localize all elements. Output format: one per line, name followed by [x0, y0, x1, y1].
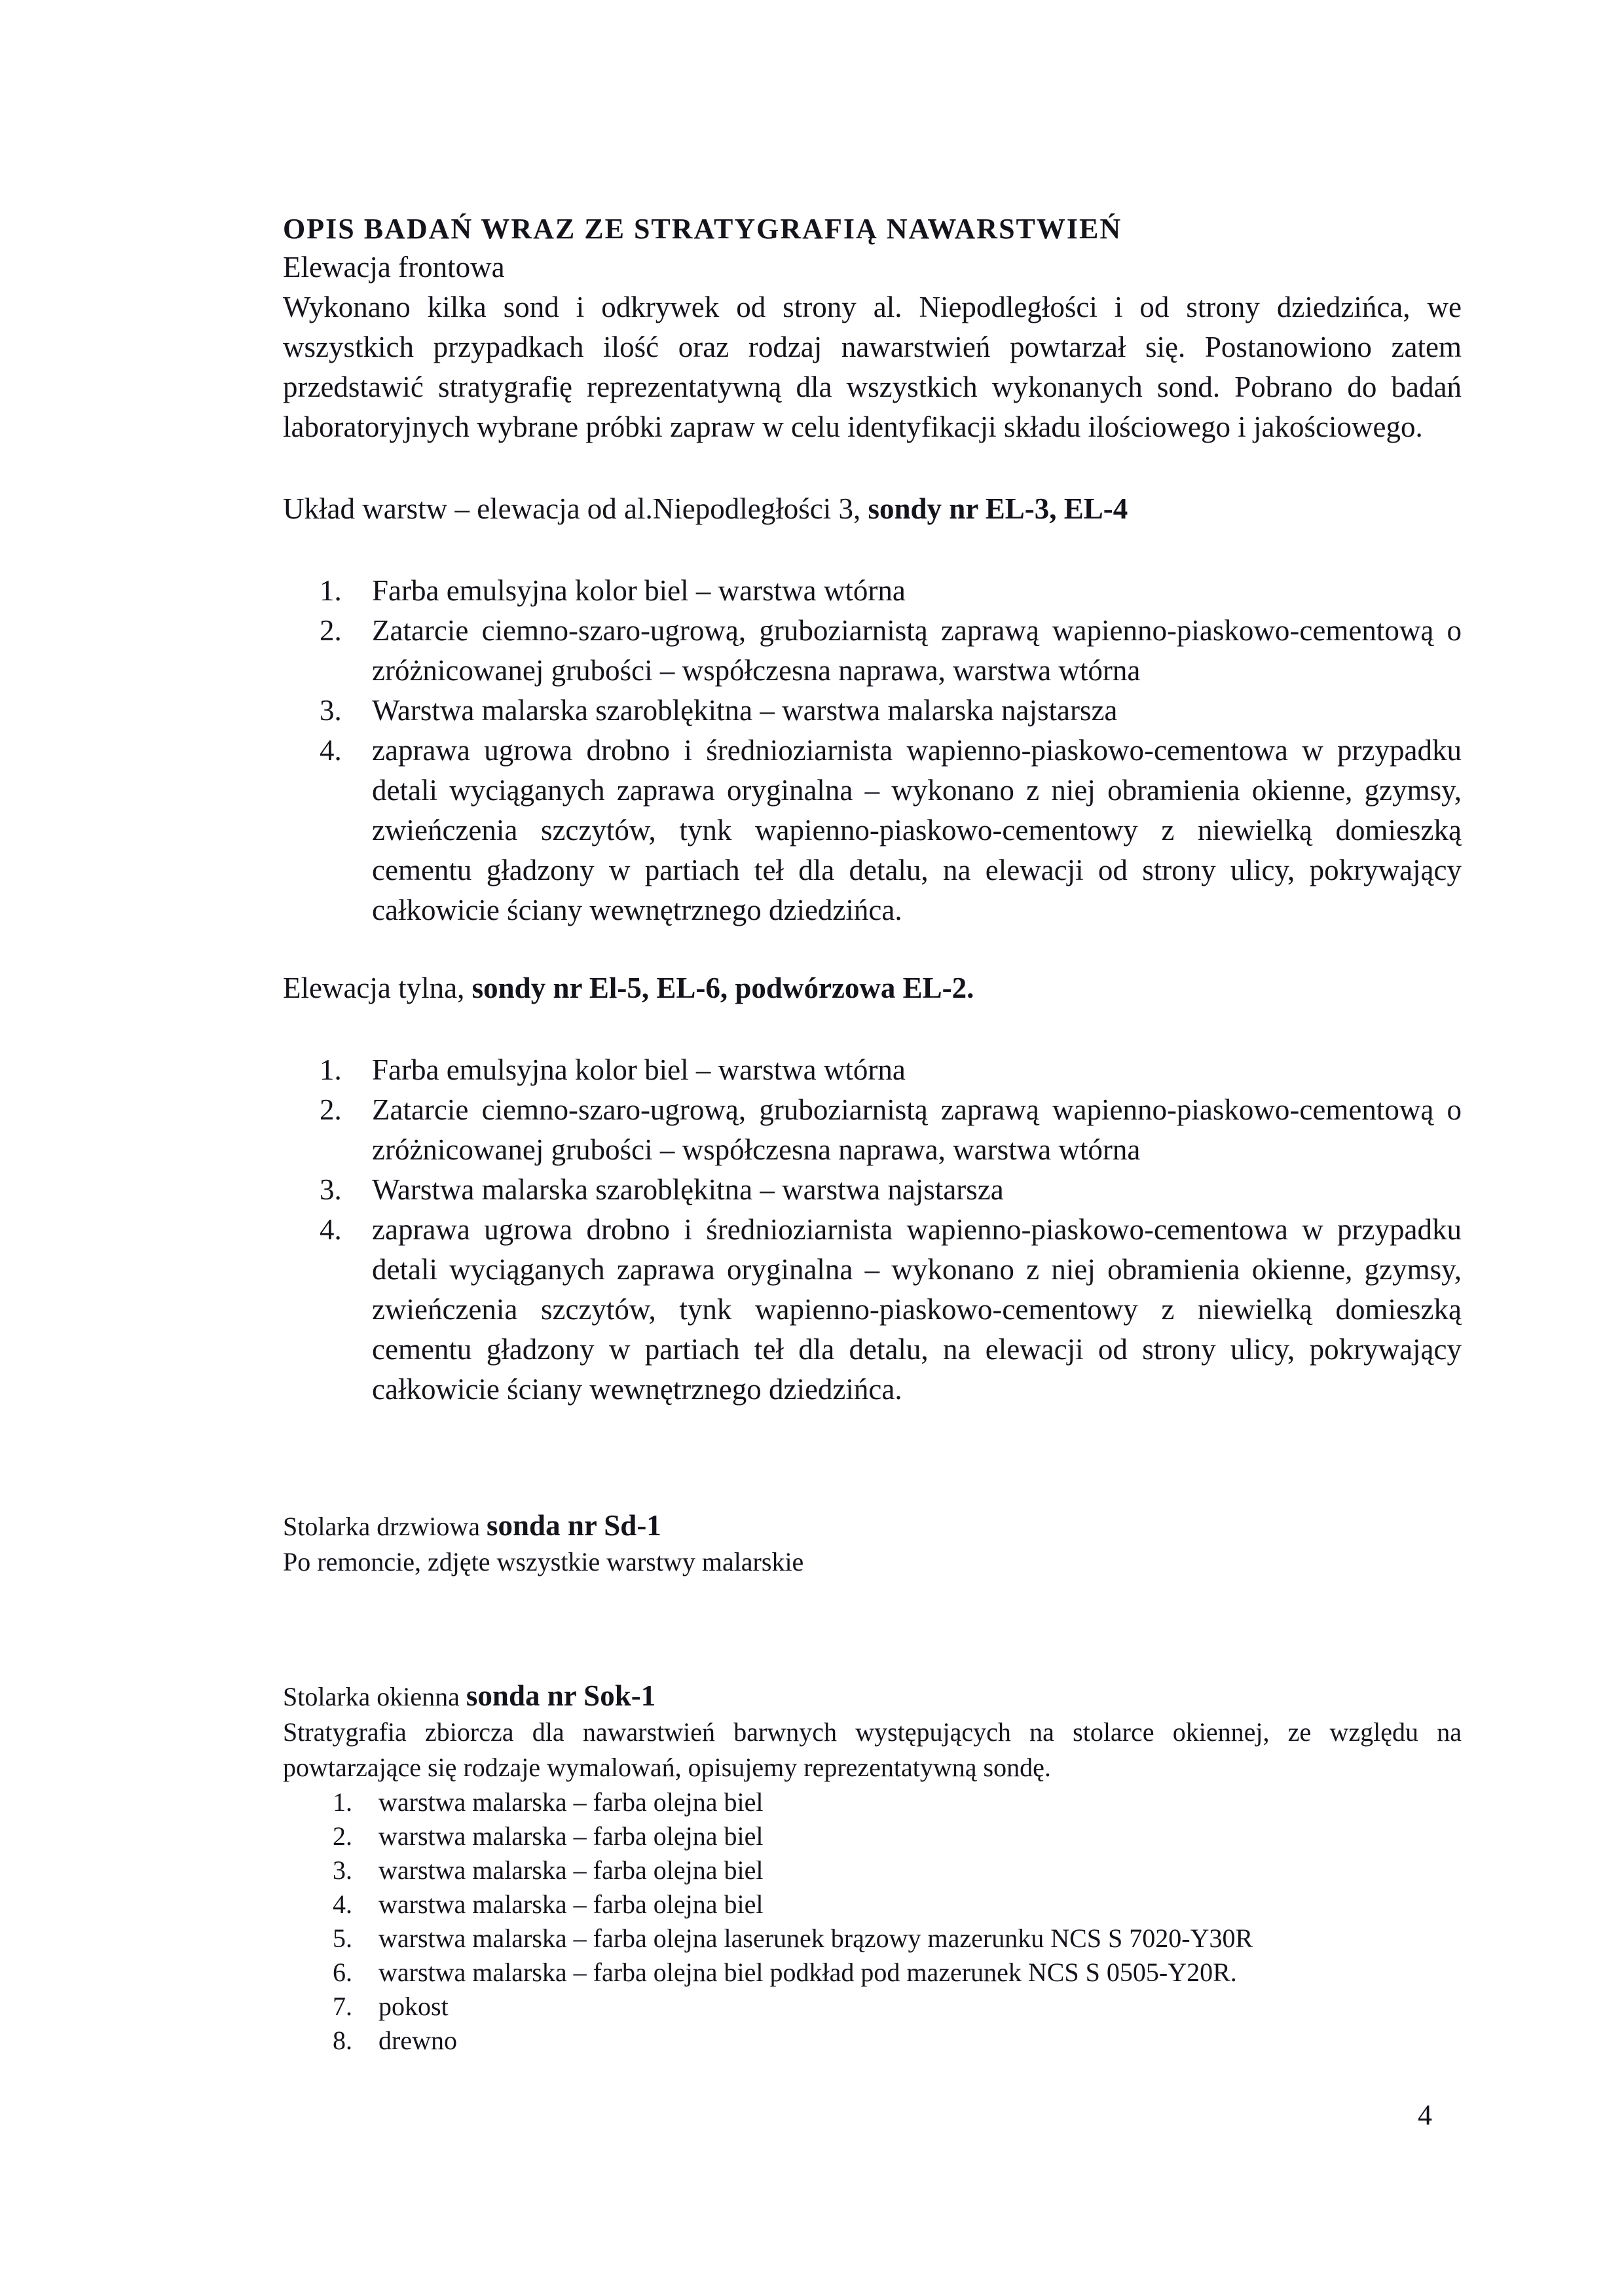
door-joinery-heading	[283, 1508, 1462, 1544]
list-item	[283, 731, 1462, 930]
list-item-text: Farba emulsyjna kolor biel – warstwa wtórna	[372, 1053, 906, 1086]
list-item-text: warstwa malarska – farba olejna biel	[378, 1855, 764, 1885]
spacer	[283, 447, 1462, 489]
rear-layers-list	[283, 1050, 1462, 1410]
door-joinery-heading-text: Stolarka drzwiowa	[283, 1512, 487, 1541]
spacer	[283, 529, 1462, 571]
list-item-number: 6.	[333, 1958, 352, 1987]
document-title: OPIS BADAŃ WRAZ ZE STRATYGRAFIĄ NAWARSTWIEŃ	[283, 213, 1122, 245]
list-item-number: 5.	[333, 1923, 352, 1953]
list-item	[283, 1922, 1462, 1956]
list-item-number: 3.	[333, 1855, 352, 1885]
list-item-text: Warstwa malarska szaroblękitna – warstwa malarska najstarsza	[372, 694, 1118, 727]
document-page	[283, 211, 1462, 2058]
list-item	[283, 1887, 1462, 1922]
list-item-text: warstwa malarska – farba olejna biel	[378, 1889, 764, 1919]
window-joinery-list	[283, 1785, 1462, 2058]
list-item-text: zaprawa ugrowa drobno i średnioziarnista wapienno-piaskowo-cementowa w przypadku detali wyciąganych zaprawa oryginalna – wykonano z niej obramienia okienne, gzymsy, zwieńczenia szczytów, tynk wapienno-piaskowo-cementowy z niewielką domieszką cementu gładzony w partiach teł dla detalu, na elewacji od strony ulicy, pokrywający całkowicie ściany wewnętrznego dziedzińca.	[372, 1213, 1462, 1406]
list-item-text: warstwa malarska – farba olejna biel podkład pod mazerunek NCS S 0505-Y20R.	[378, 1958, 1237, 1987]
list-item-text: pokost	[378, 1992, 449, 2021]
list-item-number: 8.	[333, 2026, 352, 2055]
list-item	[283, 691, 1462, 731]
list-item-text: warstwa malarska – farba olejna biel	[378, 1787, 764, 1817]
list-item-number: 2.	[320, 1093, 342, 1126]
list-item-text: warstwa malarska – farba olejna laserunek brązowy mazerunku NCS S 7020-Y30R	[378, 1923, 1253, 1953]
intro-paragraph: Wykonano kilka sond i odkrywek od strony al. Niepodległości i od strony dziedzińca, we wszystkich przypadkach ilość oraz rodzaj nawarstwień powtarzał się. Postanowiono zatem przedstawić stratygrafię reprezentatywną dla wszystkich wykonanych sond. Pobrano do badań laboratoryjnych wybrane próbki zapraw w celu identyfikacji składu ilościowego i jakościowego.	[283, 291, 1462, 443]
window-joinery-intro: Stratygrafia zbiorcza dla nawarstwień barwnych występujących na stolarce okiennej, ze względu na powtarzające się rodzaje wymalowań, opisujemy reprezentatywną sondę.	[283, 1717, 1462, 1782]
page-number: 4	[1418, 2099, 1432, 2131]
list-item-text: Zatarcie ciemno-szaro-ugrową, gruboziarnistą zaprawą wapienno-piaskowo-cementową o zróżnicowanej grubości – współczesna naprawa, warstwa wtórna	[372, 614, 1462, 687]
list-item-number: 3.	[320, 1173, 342, 1206]
list-item-number: 1.	[320, 574, 342, 607]
list-item-number: 4.	[320, 1213, 342, 1246]
list-item-text: warstwa malarska – farba olejna biel	[378, 1821, 764, 1851]
list-item	[283, 1990, 1462, 2024]
spacer	[283, 1410, 1462, 1508]
list-item-number: 4.	[333, 1889, 352, 1919]
list-item	[283, 1785, 1462, 1819]
list-item	[283, 1210, 1462, 1410]
list-item-number: 4.	[320, 734, 342, 767]
window-joinery-probe-id: sonda nr Sok-1	[466, 1679, 656, 1712]
spacer	[283, 1008, 1462, 1050]
list-item-text: zaprawa ugrowa drobno i średnioziarnista wapienno-piaskowo-cementowa w przypadku detali wyciąganych zaprawa oryginalna – wykonano z niej obramienia okienne, gzymsy, zwieńczenia szczytów, tynk wapienno-piaskowo-cementowy z niewielką domieszką cementu gładzony w partiach teł dla detalu, na elewacji od strony ulicy, pokrywający całkowicie ściany wewnętrznego dziedzińca.	[372, 734, 1462, 926]
door-joinery-text: Po remoncie, zdjęte wszystkie warstwy malarskie	[283, 1547, 804, 1576]
list-item	[283, 1956, 1462, 1990]
door-joinery-probe-id: sonda nr Sd-1	[487, 1509, 661, 1542]
spacer	[283, 930, 1462, 968]
front-layers-probe-ids: sondy nr EL-3, EL-4	[868, 492, 1128, 525]
list-item-number: 1.	[333, 1787, 352, 1817]
list-item-text: Zatarcie ciemno-szaro-ugrową, gruboziarnistą zaprawą wapienno-piaskowo-cementową o zróżnicowanej grubości – współczesna naprawa, warstwa wtórna	[372, 1093, 1462, 1166]
list-item	[283, 1853, 1462, 1887]
front-layers-heading-text: Układ warstw – elewacja od al.Niepodległości 3,	[283, 492, 868, 525]
list-item-number: 1.	[320, 1053, 342, 1086]
window-joinery-heading	[283, 1678, 1462, 1715]
list-item-text: drewno	[378, 2026, 457, 2055]
list-item	[283, 1819, 1462, 1853]
front-layers-heading	[283, 489, 1462, 529]
list-item	[283, 1050, 1462, 1090]
list-item-number: 2.	[333, 1821, 352, 1851]
list-item	[283, 571, 1462, 611]
list-item	[283, 611, 1462, 691]
list-item	[283, 1170, 1462, 1210]
list-item	[283, 1090, 1462, 1170]
list-item	[283, 2024, 1462, 2058]
rear-layers-heading-text: Elewacja tylna,	[283, 972, 472, 1004]
rear-layers-heading	[283, 968, 1462, 1008]
list-item-text: Warstwa malarska szaroblękitna – warstwa najstarsza	[372, 1173, 1004, 1206]
list-item-number: 3.	[320, 694, 342, 727]
section-heading-front-elevation: Elewacja frontowa	[283, 251, 505, 283]
list-item-number: 2.	[320, 614, 342, 647]
window-joinery-heading-text: Stolarka okienna	[283, 1682, 466, 1711]
list-item-text: Farba emulsyjna kolor biel – warstwa wtórna	[372, 574, 906, 607]
spacer	[283, 1580, 1462, 1678]
front-layers-list	[283, 571, 1462, 930]
list-item-number: 7.	[333, 1992, 352, 2021]
rear-layers-probe-ids: sondy nr El-5, EL-6, podwórzowa EL-2.	[471, 972, 974, 1004]
